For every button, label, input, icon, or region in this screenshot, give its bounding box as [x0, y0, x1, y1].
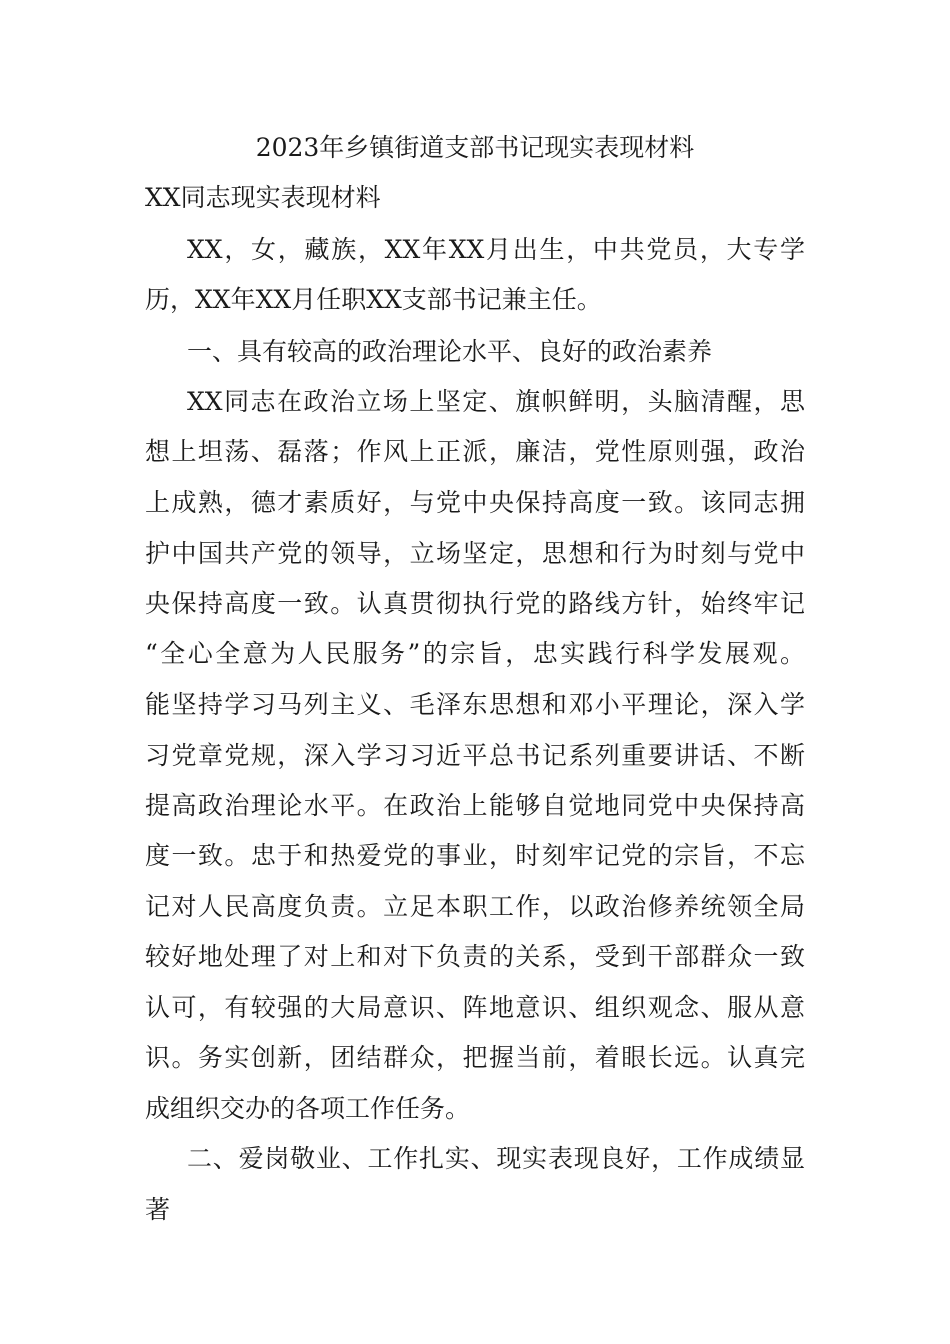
text-line: “全心全意为人民服务”的宗旨，忠实践行科学发展观。 [145, 639, 805, 668]
text-line: 认可，有较强的大局意识、阵地意识、组织观念、服从意 [145, 993, 805, 1022]
text-line: XX，女，藏族，XX年XX月出生，中共党员，大专学 [187, 235, 805, 264]
section-heading-continuation: 著 [145, 1195, 171, 1224]
text-line: 成组织交办的各项工作任务。 [145, 1094, 471, 1123]
text-line: 护中国共产党的领导，立场坚定，思想和行为时刻与党中 [145, 539, 805, 568]
text-line: 记对人民高度负责。立足本职工作，以政治修养统领全局 [145, 892, 805, 921]
text-line: 上成熟，德才素质好，与党中央保持高度一致。该同志拥 [145, 488, 805, 517]
section-heading: 二、爱岗敬业、工作扎实、现实表现良好，工作成绩显 [187, 1144, 805, 1173]
text-line: 能坚持学习马列主义、毛泽东思想和邓小平理论，深入学 [145, 690, 805, 719]
text-line: XX同志在政治立场上坚定、旗帜鲜明，头脑清醒，思 [187, 387, 805, 416]
text-line: 较好地处理了对上和对下负责的关系，受到干部群众一致 [145, 942, 805, 971]
text-line: 习党章党规，深入学习习近平总书记系列重要讲话、不断 [145, 741, 805, 770]
text-line: 央保持高度一致。认真贯彻执行党的路线方针，始终牢记 [145, 589, 805, 618]
text-line: 历，XX年XX月任职XX支部书记兼主任。 [145, 285, 602, 314]
document-title: 2023年乡镇街道支部书记现实表现材料 [255, 133, 695, 162]
text-line: 提高政治理论水平。在政治上能够自觉地同党中央保持高 [145, 791, 805, 820]
document-subtitle: XX同志现实表现材料 [145, 183, 381, 212]
text-line: 度一致。忠于和热爱党的事业，时刻牢记党的宗旨，不忘 [145, 841, 805, 870]
section-heading: 一、具有较高的政治理论水平、良好的政治素养 [187, 337, 713, 366]
text-line: 想上坦荡、磊落；作风上正派，廉洁，党性原则强，政治 [145, 437, 805, 466]
text-line: 识。务实创新，团结群众，把握当前，着眼长远。认真完 [145, 1043, 805, 1072]
